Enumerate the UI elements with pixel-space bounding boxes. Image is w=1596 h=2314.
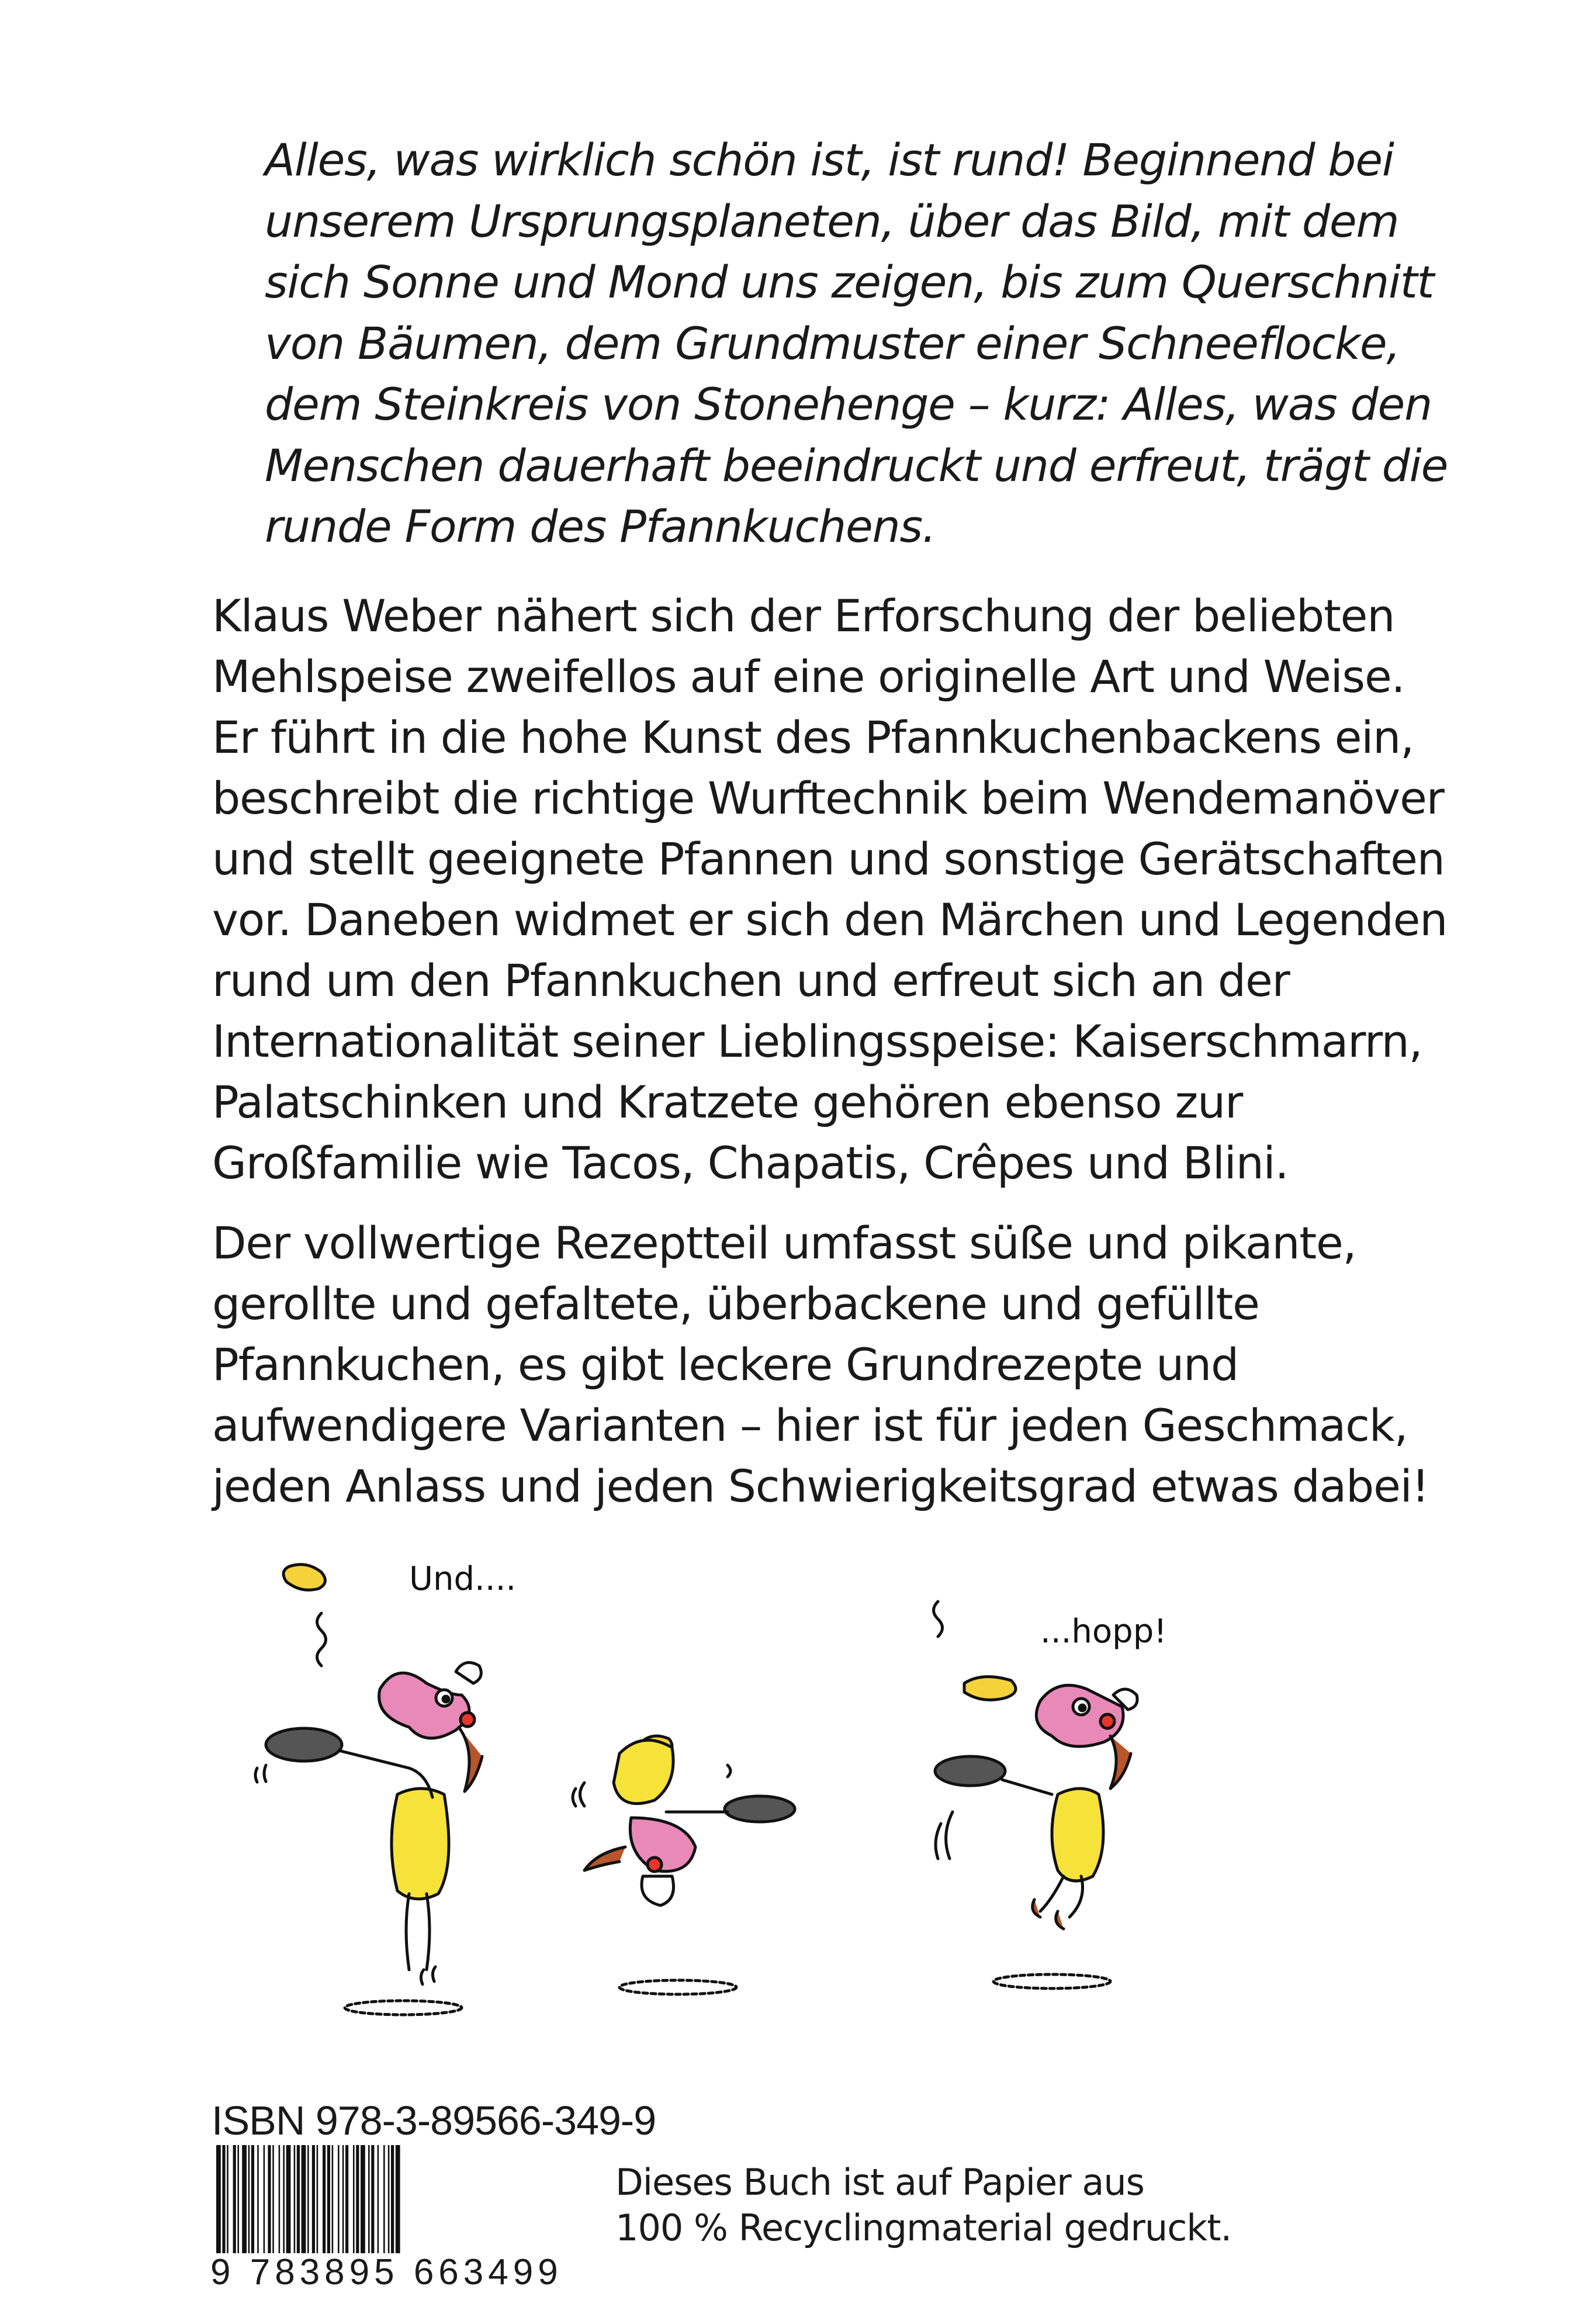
ground-shadow (619, 1980, 736, 1994)
barcode-bar (227, 2145, 229, 2253)
isbn-number: ISBN 978-3-89566-349-9 (212, 2098, 656, 2143)
frying-pan-icon (266, 1728, 342, 1761)
paragraph-line: beschreibt die richtige Wurftechnik beim Wendemanöver (212, 772, 1444, 824)
cartoon-figure-1 (255, 1560, 516, 2015)
barcode-bar (338, 2145, 340, 2253)
barcode-bar (264, 2145, 265, 2253)
barcode-bar (222, 2145, 225, 2253)
barcode-bar (294, 2145, 296, 2253)
paragraph-line: Palatschinken und Kratzete gehören ebenso zur (212, 1076, 1243, 1128)
barcode-bar (279, 2145, 281, 2253)
recycling-line: Dieses Buch ist auf Papier aus (615, 2161, 1144, 2204)
barcode-bar (286, 2145, 291, 2253)
pancake-icon (964, 1677, 1016, 1700)
barcode-bar (302, 2145, 306, 2253)
barcode-bar (327, 2145, 330, 2253)
barcode-bar (323, 2145, 326, 2253)
cartoon-figure-2 (573, 1736, 795, 1994)
quote-line: Alles, was wirklich schön ist, ist rund! Beginnend bei (265, 134, 1394, 186)
barcode-bar (391, 2145, 394, 2253)
barcode-bar (283, 2145, 285, 2253)
paragraph-line: gerollte und gefaltete, überbackene und gefüllte (212, 1278, 1259, 1330)
barcode-bar (396, 2145, 400, 2253)
barcode-bar (268, 2145, 271, 2253)
caption-right: ...hopp! (1040, 1613, 1167, 1651)
barcode-bar (216, 2145, 221, 2253)
pancake-flip-cartoon (234, 1549, 1297, 2063)
paragraph-line: rund um den Pfannkuchen und erfreut sich an der (212, 954, 1290, 1006)
barcode-bar (307, 2145, 309, 2253)
barcode-bar (353, 2145, 355, 2253)
barcode-bar (237, 2145, 239, 2253)
paragraph-line: aufwendigere Varianten – hier ist für jeden Geschmack, (212, 1399, 1408, 1451)
back-cover-quote (265, 130, 1448, 558)
pancake-icon (283, 1565, 325, 1590)
barcode-bar (233, 2145, 236, 2253)
barcode-digits: 9 783895 663499 (210, 2252, 563, 2292)
paragraph-line: Internationalität seiner Lieblingsspeise: Kaiserschmarrn, (212, 1015, 1422, 1067)
recycling-line: 100 % Recyclingmaterial gedruckt. (615, 2206, 1232, 2249)
barcode-bar (248, 2145, 250, 2253)
barcode-bar (383, 2145, 385, 2253)
description-paragraph-1 (212, 586, 1448, 1194)
frying-pan-icon (725, 1796, 795, 1822)
description-paragraph-2 (212, 1213, 1429, 1517)
barcode-bar (272, 2145, 274, 2253)
paragraph-line: Großfamilie wie Tacos, Chapatis, Crêpes und Blini. (212, 1137, 1289, 1189)
barcode-bar (342, 2145, 344, 2253)
paragraph-line: Klaus Weber nähert sich der Erforschung der beliebten (212, 590, 1395, 642)
barcode-bar (368, 2145, 370, 2253)
barcode-bar (312, 2145, 315, 2253)
ground-shadow (345, 2001, 462, 2015)
barcode-bar (356, 2145, 359, 2253)
barcode-bar (361, 2145, 365, 2253)
caption-left: Und.... (409, 1560, 517, 1598)
quote-line: Menschen dauerhaft beeindruckt und erfreut, trägt die (265, 439, 1448, 492)
barcode-bar (251, 2145, 254, 2253)
quote-line: sich Sonne und Mond uns zeigen, bis zum Querschnitt (265, 256, 1434, 308)
paragraph-line: jeden Anlass und jeden Schwierigkeitsgrad etwas dabei! (212, 1460, 1429, 1512)
recycling-note (615, 2160, 1375, 2251)
barcode-bar (297, 2145, 300, 2253)
barcode-bar (242, 2145, 247, 2253)
barcode-bar (332, 2145, 334, 2253)
barcode-bar (257, 2145, 259, 2253)
cartoon-figure-3 (934, 1602, 1167, 1988)
quote-line: von Bäumen, dem Grundmuster einer Schneeflocke, (265, 317, 1400, 369)
barcode-bar (317, 2145, 318, 2253)
paragraph-line: und stellt geeignete Pfannen und sonstige Gerätschaften (212, 833, 1445, 885)
paragraph-line: vor. Daneben widmet er sich den Märchen und Legenden (212, 894, 1448, 946)
paragraph-line: Der vollwertige Rezeptteil umfasst süße und pikante, (212, 1217, 1356, 1269)
paragraph-line: Mehlspeise zweifellos auf eine originelle Art und Weise. (212, 651, 1405, 703)
quote-line: unserem Ursprungsplaneten, über das Bild, mit dem (265, 195, 1399, 247)
quote-line: runde Form des Pfannkuchens. (265, 500, 936, 552)
frying-pan-icon (935, 1756, 1005, 1786)
barcode-bar (378, 2145, 379, 2253)
quote-line: dem Steinkreis von Stonehenge – kurz: Alles, was den (265, 378, 1432, 430)
ground-shadow (993, 1974, 1110, 1988)
paragraph-line: Pfannkuchen, es gibt leckere Grundrezepte und (212, 1338, 1239, 1391)
barcode-bar (345, 2145, 348, 2253)
barcode-bar (371, 2145, 374, 2253)
paragraph-line: Er führt in die hohe Kunst des Pfannkuchenbackens ein, (212, 711, 1414, 763)
barcode-bar (388, 2145, 390, 2253)
